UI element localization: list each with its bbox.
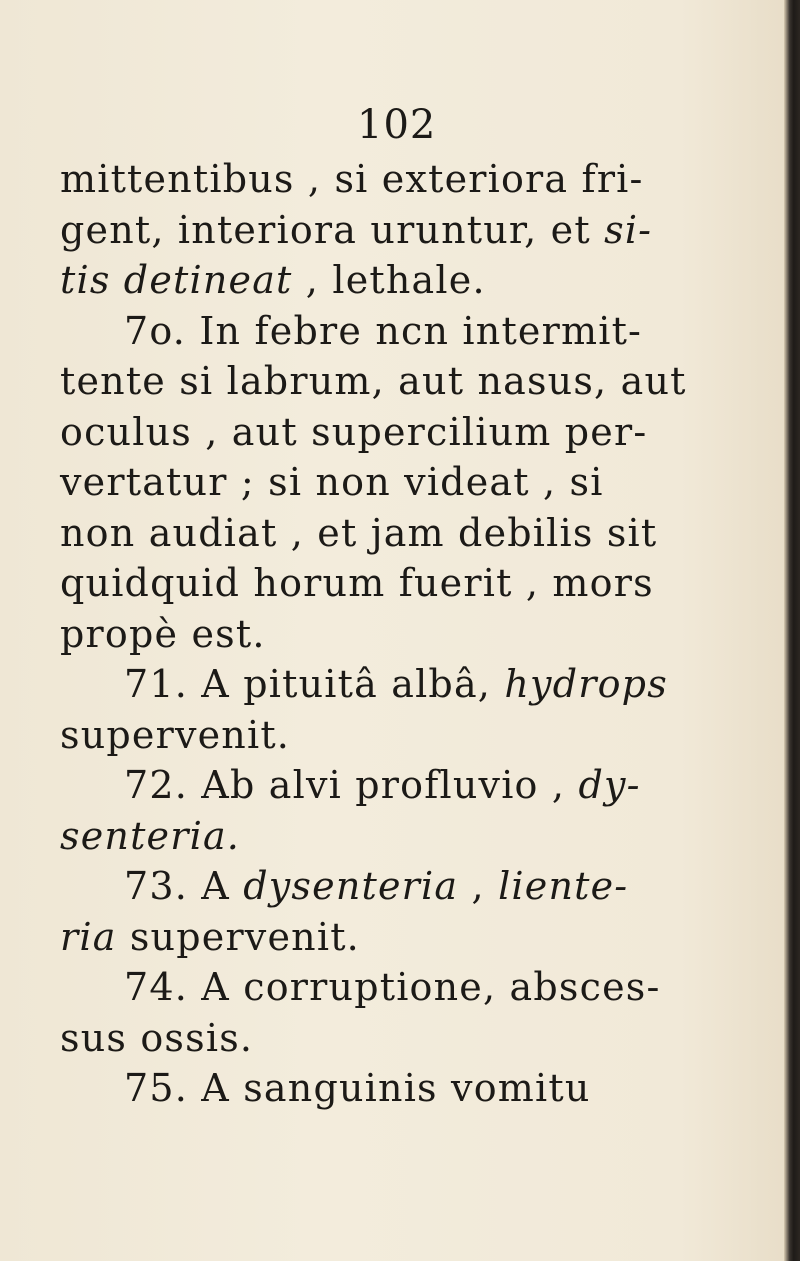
text-line: mittentibus , si exteriora fri- bbox=[60, 157, 644, 201]
text-span: , bbox=[458, 864, 499, 908]
aphorism-72-line bbox=[60, 760, 770, 811]
text-span: supervenit. bbox=[116, 914, 360, 959]
text-line: non audiat , et jam debilis sit bbox=[60, 510, 658, 555]
text-line: senteria. bbox=[60, 813, 241, 858]
aphorism-73-line bbox=[60, 861, 770, 912]
page-edge bbox=[784, 0, 800, 1261]
page-text bbox=[60, 154, 770, 1114]
page-number: 102 bbox=[357, 102, 437, 148]
italic-span: liente- bbox=[498, 864, 629, 908]
text-line: sus ossis. bbox=[60, 1015, 254, 1060]
text-line: supervenit. bbox=[60, 712, 291, 757]
italic-span: hydrops bbox=[504, 662, 668, 706]
text-line: tente si labrum, aut nasus, aut bbox=[60, 359, 687, 403]
text-line: quidquid horum fuerit , mors bbox=[60, 561, 654, 605]
aphorism-75-line: 75. A sanguinis vomitu bbox=[124, 1066, 591, 1110]
italic-span: si- bbox=[604, 207, 653, 252]
italic-span: tis detineat bbox=[60, 258, 293, 302]
text-line: oculus , aut supercilium per- bbox=[60, 409, 648, 454]
text-line bbox=[60, 255, 770, 306]
text-span: , lethale. bbox=[292, 258, 486, 302]
italic-span: ria bbox=[60, 914, 117, 959]
text-line: propè est. bbox=[60, 611, 266, 656]
aphorism-74-line: 74. A corruptione, absces- bbox=[124, 965, 661, 1009]
aphorism-71-line bbox=[60, 659, 770, 710]
aphorism-70-line: 7o. In febre ncn intermit- bbox=[124, 308, 643, 353]
text-span: 72. Ab alvi profluvio , bbox=[124, 763, 579, 807]
text-line: vertatur ; si non videat , si bbox=[60, 460, 604, 504]
italic-span: dysenteria bbox=[243, 864, 459, 908]
text-span: 73. A bbox=[124, 864, 244, 908]
text-line bbox=[60, 205, 770, 256]
text-span: 71. A pituitâ albâ, bbox=[124, 662, 505, 706]
text-line bbox=[60, 912, 770, 963]
italic-span: dy- bbox=[578, 763, 641, 807]
text-span: gent, interiora uruntur, et bbox=[60, 207, 605, 252]
